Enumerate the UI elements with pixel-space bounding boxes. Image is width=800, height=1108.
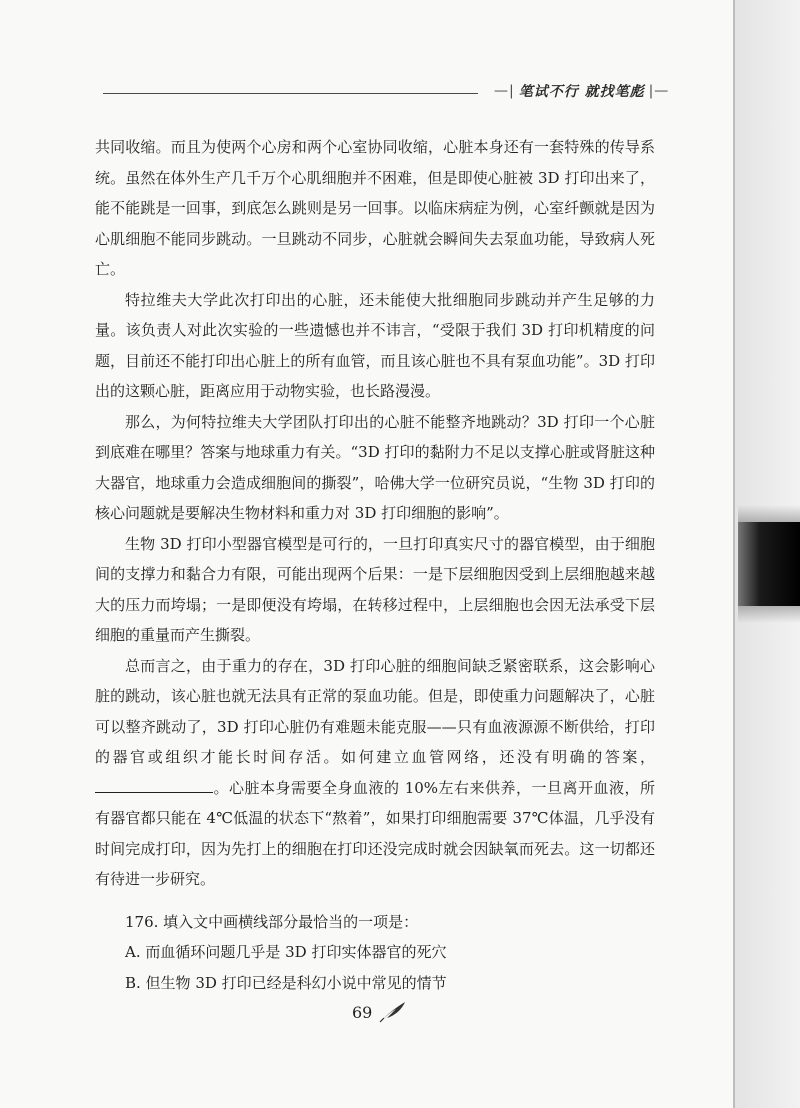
page-footer [352, 1000, 408, 1024]
header-slogan [490, 79, 673, 103]
header-divider-right: |— [648, 83, 670, 99]
question-stem: 176. 填入文中画横线部分最恰当的一项是： [125, 912, 419, 931]
thumb-tab-shadow-bottom [738, 606, 800, 623]
answer-blank [95, 778, 213, 793]
thumb-tab-shadow-top [738, 505, 800, 522]
page-number: 69 [352, 1002, 373, 1022]
paragraph-5 [95, 651, 655, 895]
option-b: B. 但生物 3D 打印已经是科幻小说中常见的情节 [125, 973, 447, 992]
quill-icon [378, 1000, 408, 1024]
paragraph-5-after-blank: 。心脏本身需要全身血液的 10%左右来供养，一旦离开血液，所有器官都只能在 4℃低温的状态下“熬着”，如果打印细胞需要 37℃体温，几乎没有时间完成打印，因为先打上的细胞在打印还没完成时就会因缺氧而死去。这一切都还有待进一步研究。 [95, 778, 655, 888]
header-rule [103, 93, 478, 94]
thumb-index-tab [738, 522, 800, 606]
header-divider-left: —| [494, 83, 515, 99]
paragraph-1: 共同收缩。而且为使两个心房和两个心室协同收缩，心脏本身还有一套特殊的传导系统。虽然在体外生产几千万个心肌细胞并不困难，但是即使心脏被 3D 打印出来了，能不能跳是一回事，到底怎么跳则是另一回事。以临床病症为例，心室纤颤就是因为心肌细胞不能同步跳动。一旦跳动不同步，心脏就会瞬间失去泵血功能，导致病人死亡。 [95, 138, 655, 278]
header-slogan-text: 笔试不行 就找笔彪 [518, 84, 645, 100]
paragraph-4: 生物 3D 打印小型器官模型是可行的，一旦打印真实尺寸的器官模型，由于细胞间的支撑力和黏合力有限，可能出现两个后果：一是下层细胞因受到上层细胞越来越大的压力而垮塌；一是即便没有垮塌，在转移过程中，上层细胞也会因无法承受下层细胞的重量而产生撕裂。 [95, 534, 655, 644]
page-edge-line [733, 0, 735, 1108]
paragraph-5-before-blank: 总而言之，由于重力的存在，3D 打印心脏的细胞间缺乏紧密联系，这会影响心脏的跳动，该心脏也就无法具有正常的泵血功能。但是，即使重力问题解决了，心脏可以整齐跳动了，3D 打印心脏仍有难题未能克服——只有血液源源不断供给，打印的器官或组织才能长时间存活。如何建立血管网络，还没有明确的答案， [95, 656, 655, 766]
article-body [95, 132, 655, 998]
option-a: A. 而血循环问题几乎是 3D 打印实体器官的死穴 [125, 943, 447, 961]
paragraph-3: 那么，为何特拉维夫大学团队打印出的心脏不能整齐地跳动？3D 打印一个心脏到底难在哪里？答案与地球重力有关。“3D 打印的黏附力不足以支撑心脏或肾脏这种大器官，地球重力会造成细胞间的撕裂”，哈佛大学一位研究员说，“生物 3D 打印的核心问题就是要解决生物材料和重力对 3D 打印细胞的影响”。 [95, 412, 655, 522]
paragraph-2: 特拉维夫大学此次打印出的心脏，还未能使大批细胞同步跳动并产生足够的力量。该负责人对此次实验的一些遗憾也并不讳言，“受限于我们 3D 打印机精度的问题，目前还不能打印出心脏上的所有血管，而且该心脏也不具有泵血功能”。3D 打印出的这颗心脏，距离应用于动物实验，也长路漫漫。 [95, 290, 655, 400]
